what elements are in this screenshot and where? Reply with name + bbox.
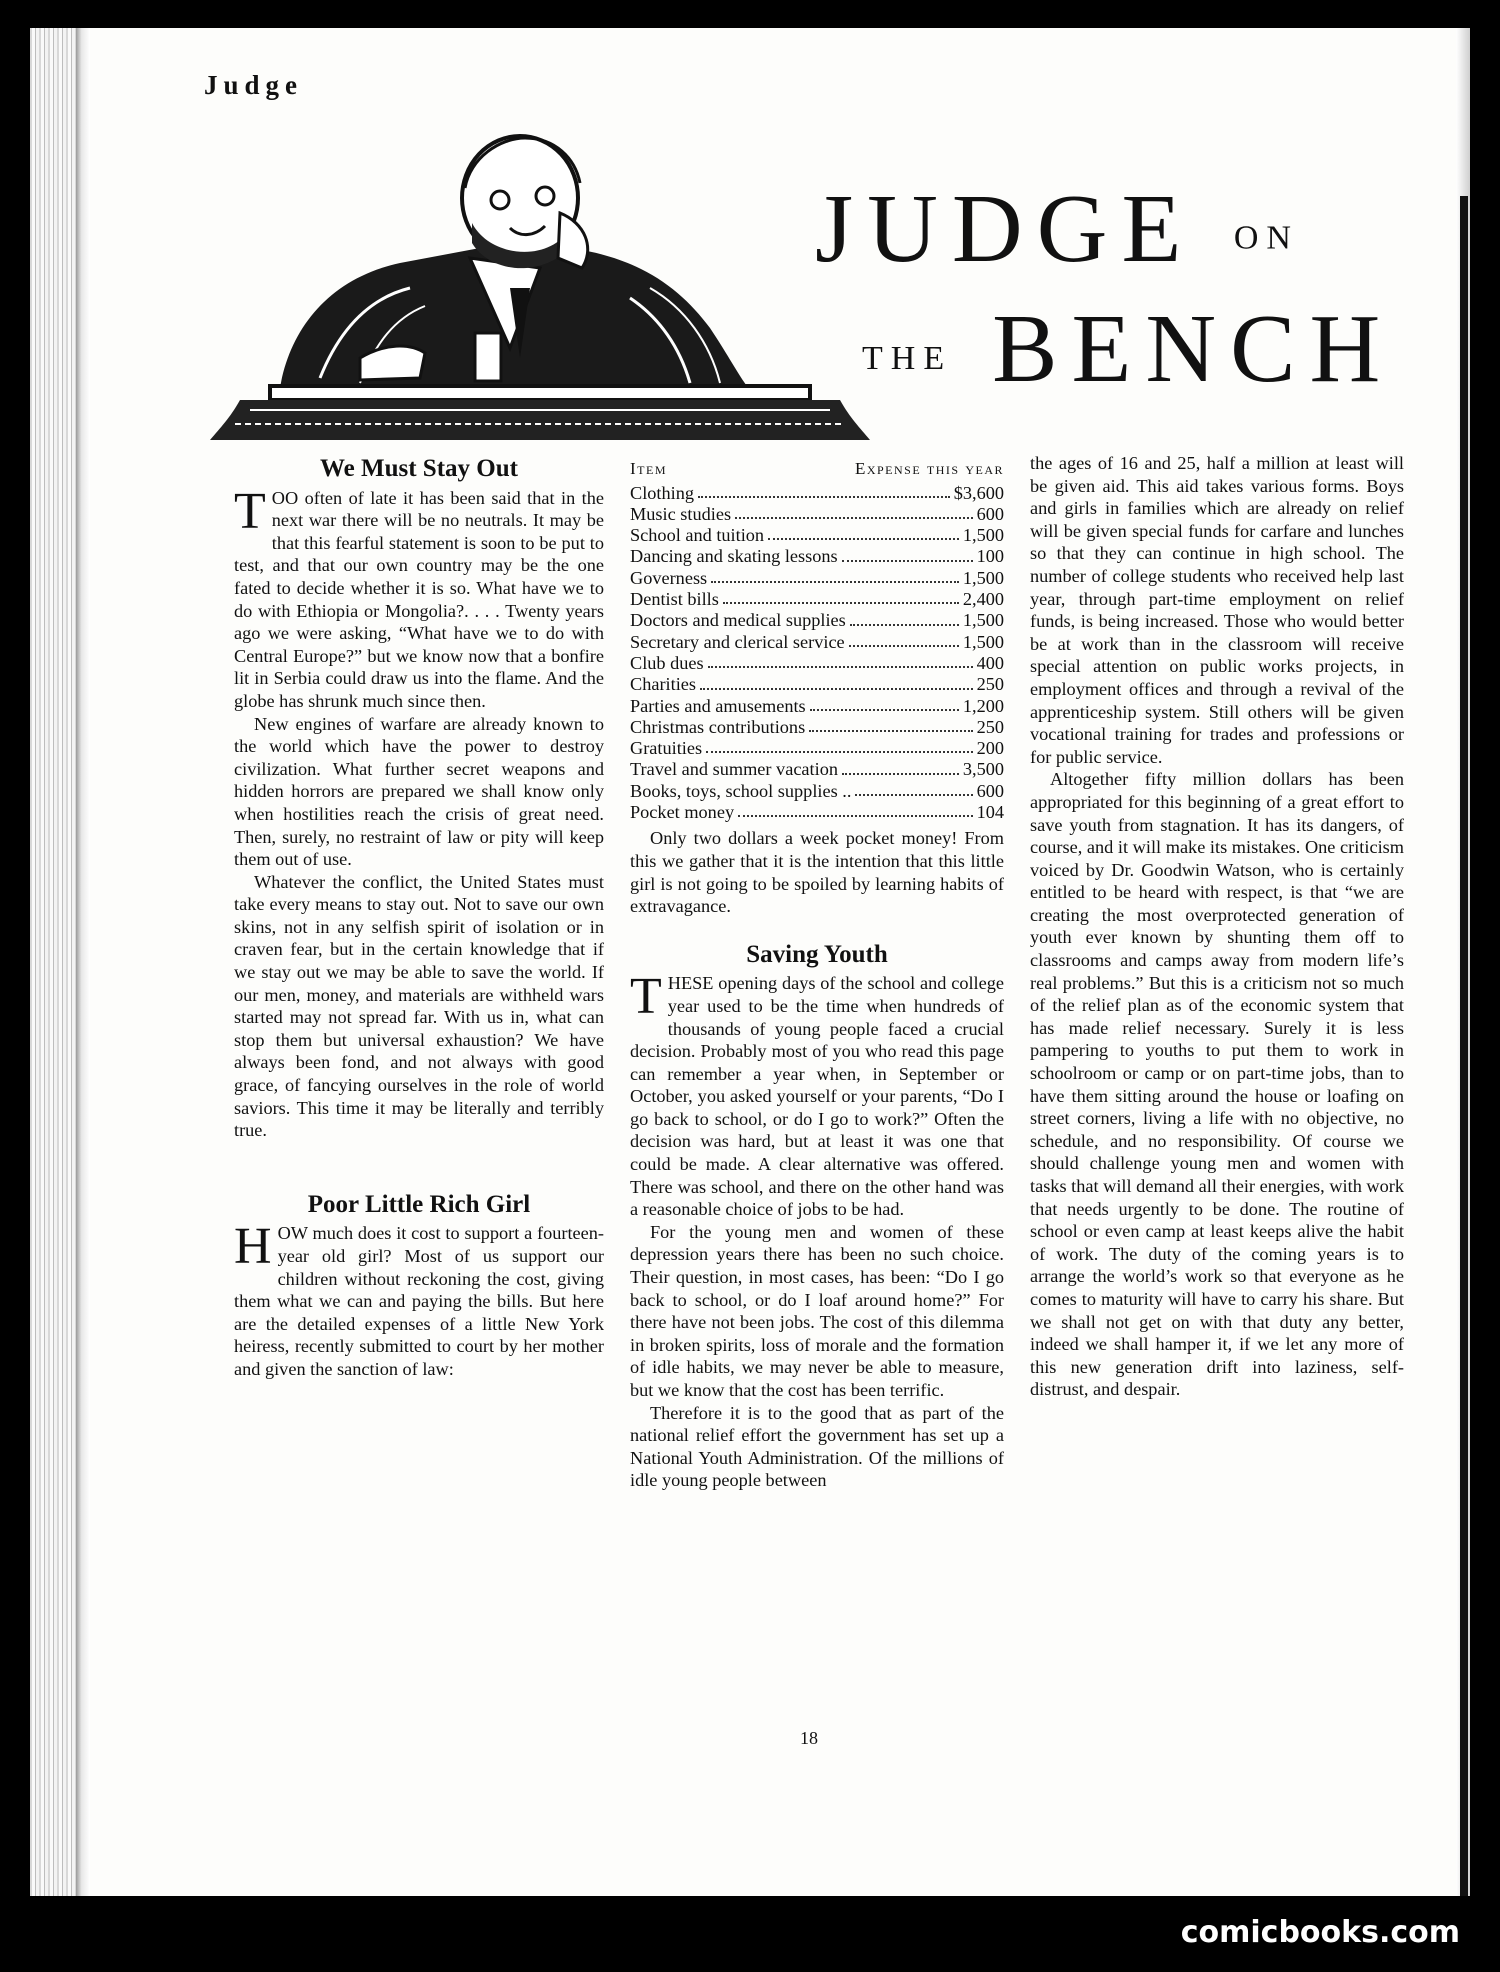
feature-title-line-1 [815, 175, 1299, 283]
expense-amount: 1,500 [962, 631, 1004, 652]
paragraph-text: OW much does it cost to support a fourteen-year old girl? Most of us support our children without reckoning the cost, giving them what we can and paying the bills. But here are the detailed expenses of a little New York heiress, recently submitted to court by her mother and given the sanction of law: [234, 1223, 604, 1379]
paragraph: New engines of warfare are already known to the world which have the power to destroy civilization. What further secret weapons and hidden horrors are prepared we shall know only when hostilities reach the crisis of great need. Then, surely, no restraint of law or pity will keep them out of use. [234, 713, 604, 870]
expense-item: Secretary and clerical service [630, 631, 845, 652]
leader-dots [700, 674, 973, 689]
leader-dots [850, 610, 959, 625]
column-2 [630, 458, 1004, 1492]
expense-row [630, 802, 1004, 823]
expense-amount: 1,500 [962, 567, 1004, 588]
leader-dots [855, 781, 972, 796]
leader-dots [698, 483, 950, 498]
column-1 [234, 455, 604, 1381]
expense-item: Club dues [630, 652, 704, 673]
feature-title-line-2 [862, 295, 1395, 403]
paragraph [234, 482, 604, 713]
expense-item: Gratuities [630, 738, 703, 759]
leader-dots [723, 589, 959, 604]
expense-item: School and tuition [630, 525, 765, 546]
expense-row [630, 546, 1004, 567]
expense-item: Travel and summer vacation [630, 759, 838, 780]
expense-row [630, 610, 1004, 631]
expense-amount: 3,500 [962, 759, 1004, 780]
expense-item: Pocket money [630, 802, 735, 823]
expense-item: Dentist bills [630, 589, 719, 610]
paragraph: For the young men and women of these depression years there has been no such choice. Their question, in most cases, has been: “Do I go back to school, or do I loaf around home?” For there have not been jobs. The cost of this dilemma in broken spirits, loss of morale and the formation of idle habits, we may never be able to measure, but we know that the cost has been terrific. [630, 1221, 1004, 1400]
expense-item: Books, toys, school supplies .. [630, 780, 852, 801]
expense-item: Clothing [630, 482, 694, 503]
expense-row [630, 483, 1004, 504]
expense-amount: 200 [976, 738, 1004, 759]
expense-row [630, 568, 1004, 589]
paragraph-text: HESE opening days of the school and college year used to be the time when hundreds of thousands of young people faced a crucial decision. Probably most of you who read this page can remember a year when, in September or October, you asked yourself or your parents, “Do I go back to school, or do I go to work?” Often the decision was hard, but at least it was one that could be made. A clear alternative was offered. There was school, and there on the other hand was a reasonable choice of jobs to be had. [630, 973, 1004, 1220]
expense-item: Dancing and skating lessons [630, 546, 838, 567]
leader-dots [809, 717, 972, 732]
heading-rich-girl: Poor Little Rich Girl [307, 1190, 531, 1218]
page-gutter [76, 28, 90, 1896]
paragraph [630, 968, 1004, 1221]
leader-dots [711, 568, 959, 583]
expense-row [630, 717, 1004, 738]
expense-amount: 250 [976, 674, 1004, 695]
paragraph: Altogether fifty million dollars has been appropriated for this beginning of a great effort to save youth from stagnation. It has its dangers, of course, and it will make its mistakes. One criticism voiced by Dr. Goodwin Watson, who is certainly entitled to be heard with respect, is that “we are creating the most overprotected generation of youth ever known by shunting them off to classrooms and camps away from modern life’s real problems.” But this is a criticism not so much of the relief plan as of the economic system that has made relief necessary. Surely it is less pampering to youths to put them to work in schoolroom or camp or on part-time jobs, than to have them sitting around the house or loafing on street corners, living a life with no objective, no schedule, and no responsibility. Of course we should challenge young men and women with tasks that will demand all their energies, with work that needs urgently to be done. The routine of school or even camp at least keeps alive the habit of work. The duty of the coming years is to arrange the world’s work so that everyone as he comes to maturity will have to carry his share. But we shall not get on with that duty any better, indeed we shall hamper it, if we let any more of this new generation drift into laziness, self-distrust, and despair. [1030, 769, 1404, 1400]
drop-cap: T [234, 482, 266, 540]
expense-table-header [630, 458, 1004, 481]
expense-row [630, 525, 1004, 546]
expense-item: Charities [630, 674, 697, 695]
expense-amount: $3,600 [953, 482, 1004, 503]
expense-item: Music studies [630, 503, 732, 524]
expense-amount: 1,500 [962, 525, 1004, 546]
leader-dots [849, 632, 959, 647]
heading-stay-out: We Must Stay Out [320, 455, 518, 482]
title-judge: JUDGE [815, 175, 1196, 283]
paragraph-text: OO often of late it has been said that in the next war there will be no neutrals. It may be that this fearful statement is soon to be put to test, and that our own country may be the one fated to decide whether it is so. What have we to do with Ethiopia or Mongolia?. . . . Twenty years ago we were asking, “What have we to do with Central Europe?” but we know now that a bonfire lit in Serbia could draw us into the flame. And the globe has shrunk much since then. [234, 487, 604, 711]
drop-cap: T [630, 968, 662, 1026]
facing-page-edge [1460, 196, 1468, 1896]
expense-row [630, 632, 1004, 653]
expense-amount: 104 [976, 802, 1004, 823]
expense-amount: 600 [976, 780, 1004, 801]
drop-cap: H [234, 1218, 272, 1276]
paragraph: the ages of 16 and 25, half a million at least will be given aid. This aid takes various forms. Boys and girls in families which are already on relief will be given special funds for carfare and lunches so that they can continue in high school. The number of college students who received help last year, through part-time employment on relief funds, is being increased. Those who would better be at work than in the classroom will receive special attention on public works projects, in employment offices and through a revival of the apprenticeship system. Still others will be given vocational training for trades and professions or for public service. [1030, 453, 1404, 767]
expense-row [630, 504, 1004, 525]
watermark: comicbooks.com [1180, 1915, 1460, 1950]
expense-row [630, 696, 1004, 717]
expense-row [630, 653, 1004, 674]
judge-at-bench-illustration [210, 128, 870, 448]
title-the: THE [862, 339, 953, 377]
expense-item: Doctors and medical supplies [630, 610, 846, 631]
title-on: ON [1233, 219, 1299, 257]
column-3 [1030, 452, 1404, 1401]
leader-dots [708, 653, 973, 668]
expense-row [630, 759, 1004, 780]
leader-dots [810, 696, 959, 711]
expense-amount: 600 [976, 503, 1004, 524]
expense-item: Parties and amusements [630, 695, 806, 716]
heading-saving-youth: Saving Youth [746, 940, 888, 968]
leader-dots [735, 504, 973, 519]
col-expense: Expense this year [854, 459, 1004, 478]
expense-item: Christmas contributions [630, 716, 806, 737]
leader-dots [706, 738, 972, 753]
paragraph: Whatever the conflict, the United States must take every means to stay out. Not to save our own skins, not in any selfish spirit of isolation or in craven fear, but in the certain knowledge that if we stay out we may be able to save the world. If our men, money, and materials are withheld wars started may not spread far. With us in, what can stop them but universal exhaustion? We have always been fond, and not always with good grace, of fancying ourselves in the role of world saviors. This time it may be literally and terribly true. [234, 871, 604, 1141]
expense-amount: 400 [976, 652, 1004, 673]
leader-dots [738, 802, 972, 817]
title-bench: BENCH [992, 295, 1395, 403]
expense-row [630, 738, 1004, 759]
masthead: Judge [204, 70, 304, 100]
expense-amount: 2,400 [962, 589, 1004, 610]
expense-row [630, 674, 1004, 695]
page-number: 18 [800, 1728, 818, 1748]
expense-row [630, 781, 1004, 802]
expense-amount: 250 [976, 716, 1004, 737]
leader-dots [842, 546, 973, 561]
expense-table [630, 483, 1004, 824]
expense-item: Governess [630, 567, 708, 588]
page-binding [30, 28, 76, 1896]
expense-amount: 1,200 [962, 695, 1004, 716]
expense-row [630, 589, 1004, 610]
expense-amount: 1,500 [962, 610, 1004, 631]
paragraph [234, 1218, 604, 1380]
paragraph: Only two dollars a week pocket money! From this we gather that it is the intention that this little girl is not going to be spoiled by learning habits of extravagance. [630, 828, 1004, 917]
col-item: Item [630, 459, 667, 478]
leader-dots [768, 525, 959, 540]
expense-amount: 100 [976, 546, 1004, 567]
paragraph: Therefore it is to the good that as part of the national relief effort the government has set up a National Youth Administration. Of the millions of idle young people between [630, 1402, 1004, 1491]
leader-dots [842, 759, 959, 774]
